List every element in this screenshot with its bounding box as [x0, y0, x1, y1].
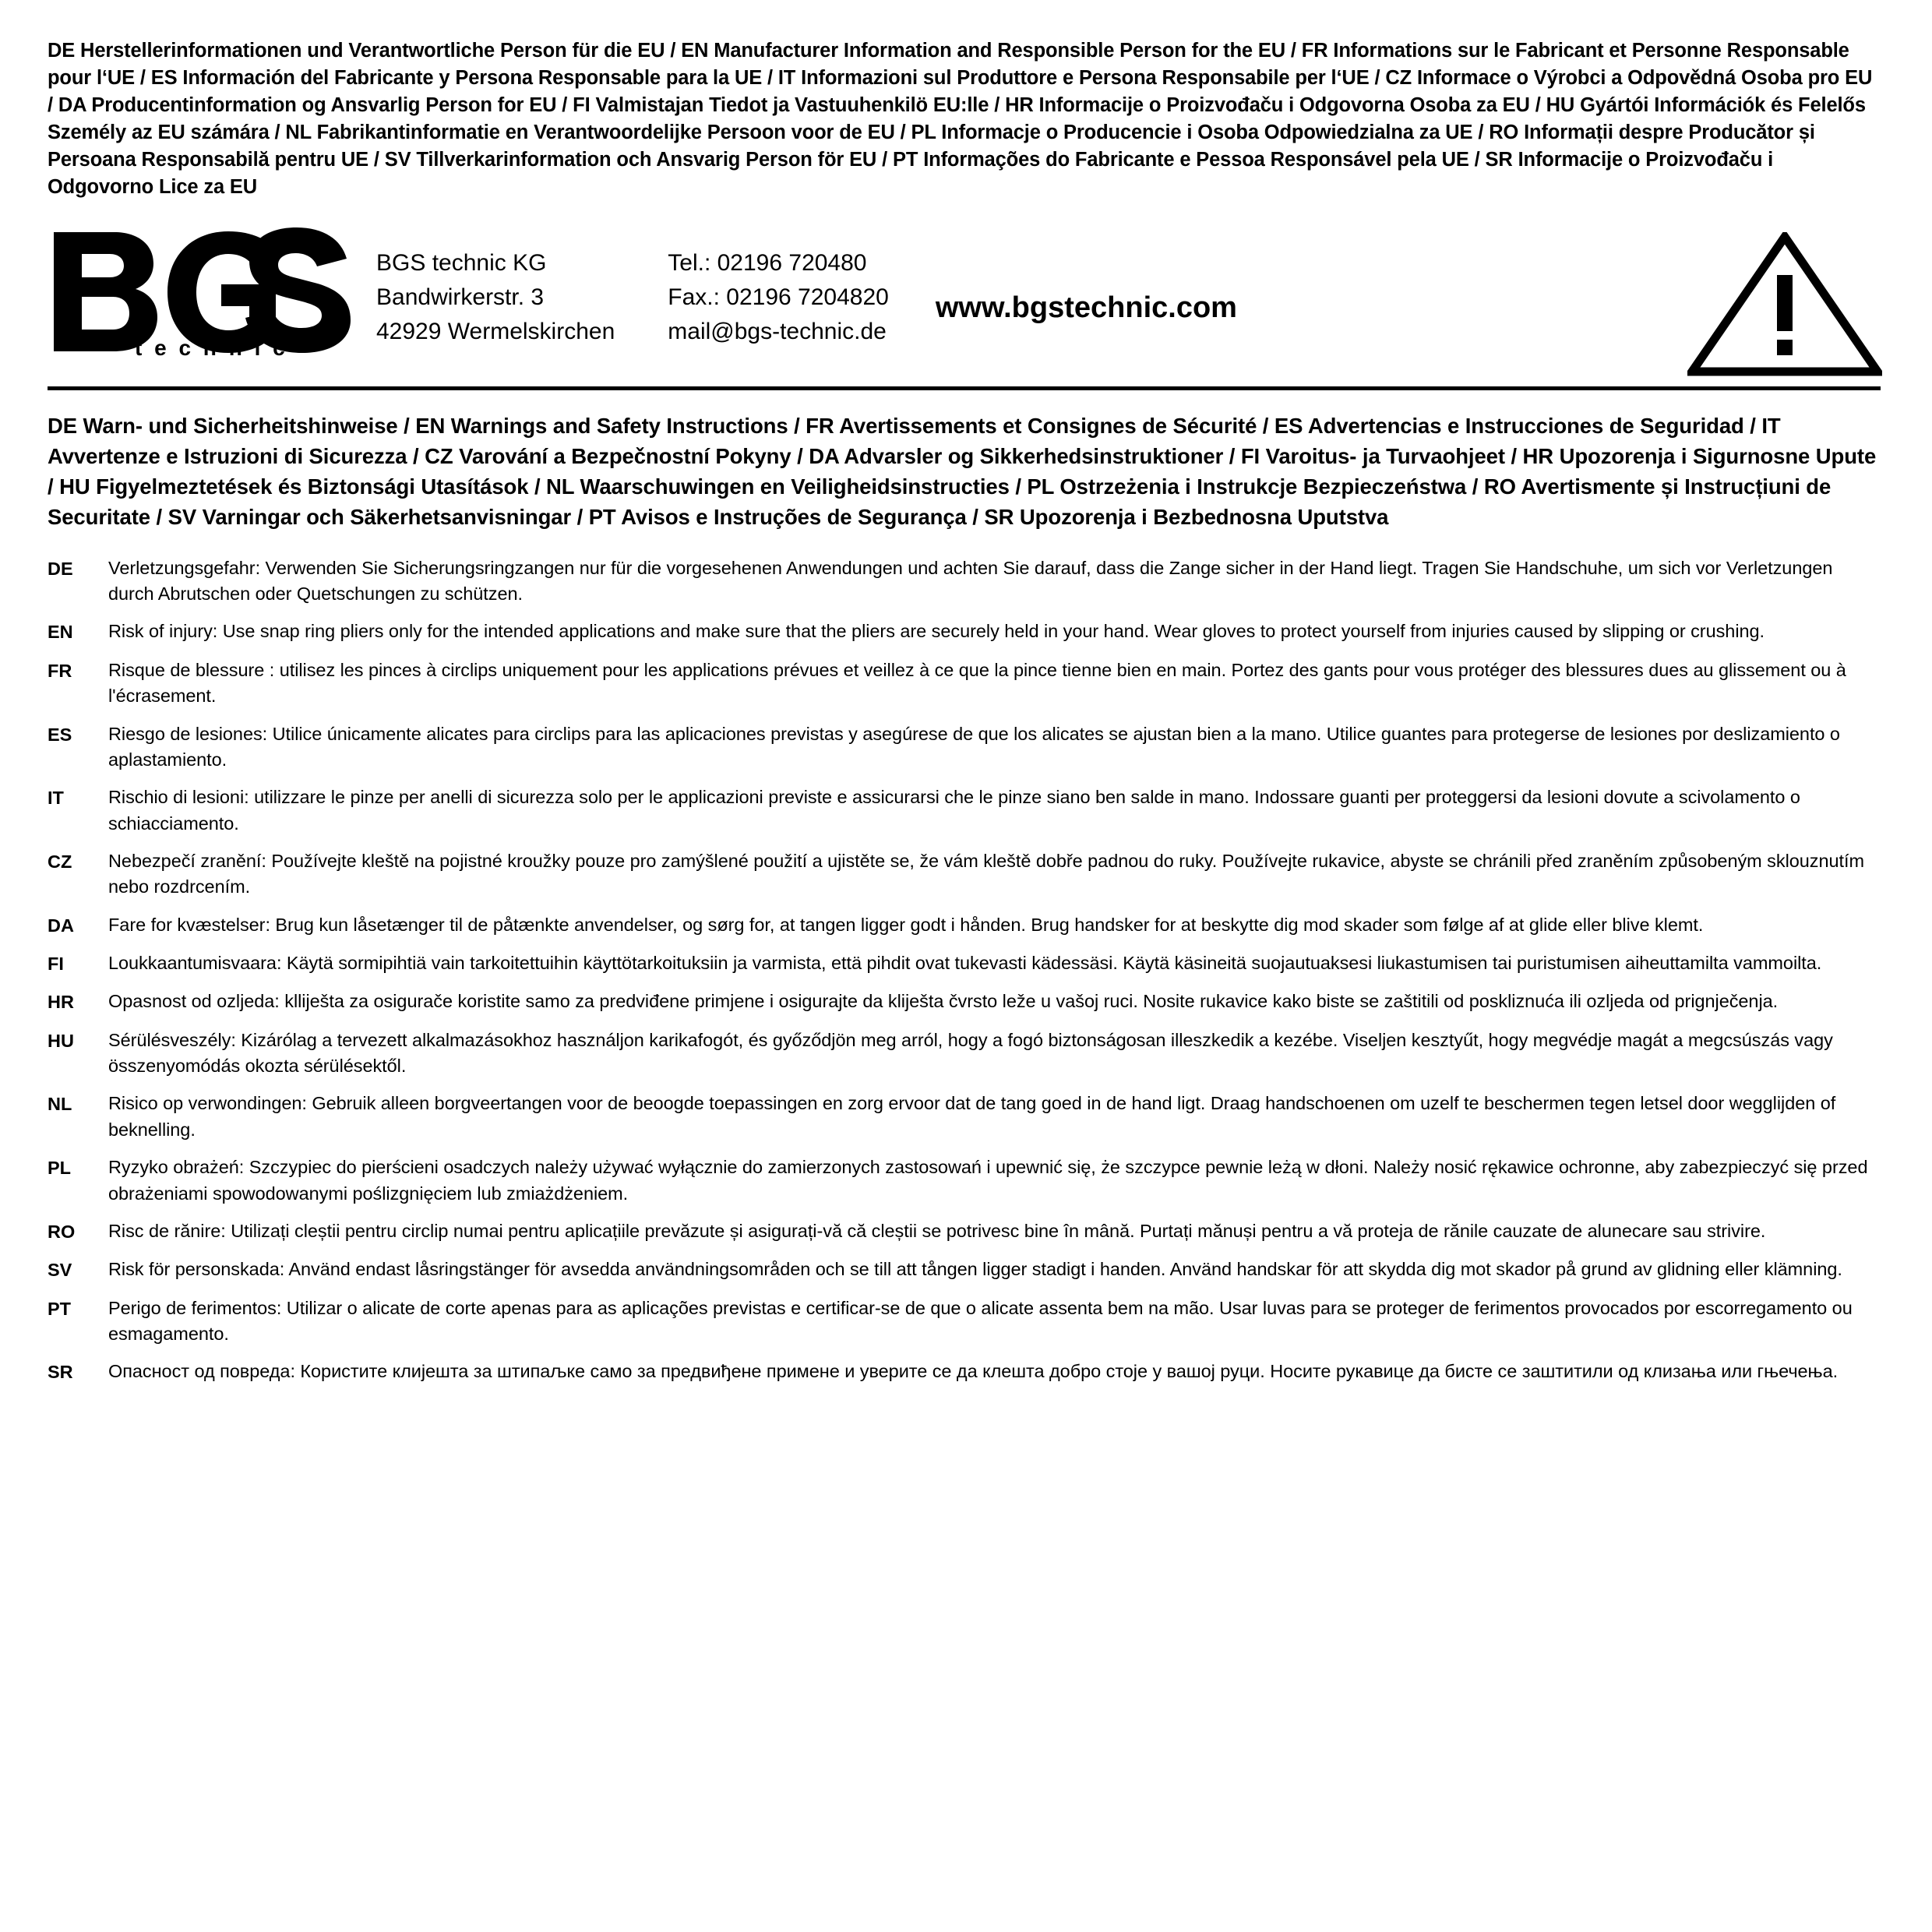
company-address	[376, 246, 615, 350]
language-code: HU	[48, 1030, 74, 1051]
language-code: PL	[48, 1158, 72, 1179]
instruction-text: Perigo de ferimentos: Utilizar o alicate de corte apenas para as aplicações previstas e certificar-se de que o alicate assenta bem na mão. Usar luvas para se proteger de ferimentos provocados por escorregamento ou esmagamento.	[108, 1297, 1853, 1344]
instruction-text: Risque de blessure : utilisez les pinces à circlips uniquement pour les applications prévues et veillez à ce que la pince tienne bien en main. Portez des gants pour vous protéger des blessures dues au glissement ou à l'écrasement.	[108, 659, 1846, 707]
warning-triangle-icon	[1687, 232, 1882, 380]
list-item	[48, 1296, 1881, 1348]
language-code: FI	[48, 954, 64, 975]
language-code: EN	[48, 622, 73, 643]
list-item	[48, 989, 1881, 1015]
list-item	[48, 658, 1881, 710]
company-street: Bandwirkerstr. 3	[376, 284, 545, 310]
instruction-text: Nebezpečí zranění: Používejte kleště na pojistné kroužky pouze pro zamýšlené použití a ujistěte se, že vám kleště dobře padnou do ruky. Používejte rukavice, abyste se chránili před zraněním způsobeným sklouznutím nebo rozdrcením.	[108, 850, 1864, 897]
language-code: PT	[48, 1298, 72, 1319]
list-item	[48, 721, 1881, 774]
list-item	[48, 1155, 1881, 1207]
company-fax: Fax.: 02196 7204820	[668, 284, 889, 310]
list-item	[48, 848, 1881, 901]
instruction-text: Risk för personskada: Använd endast låsringstänger för avsedda användningsområden och se till att tången ligger stadigt i handen. Använd handskar för att skydda dig mot skador på grund av glidning eller klämning.	[108, 1259, 1842, 1280]
list-item	[48, 912, 1881, 939]
logo-subtext: t e c h n i c	[135, 335, 288, 360]
language-code: FR	[48, 660, 72, 681]
list-item	[48, 1218, 1881, 1245]
list-item	[48, 950, 1881, 977]
instruction-text: Opasnost od ozljeda: klliješta za osigurače koristite samo za predviđene primjene i osigurajte da kliješta čvrsto leže u vašoj ruci. Nosite rukavice kako biste se zaštitili od poskliznuća ili ozljeda od prignječenja.	[108, 991, 1779, 1012]
language-code: NL	[48, 1094, 72, 1115]
instruction-text: Loukkaantumisvaara: Käytä sormipihtiä vain tarkoitettuihin käyttötarkoituksiin ja varmista, että pihdit ovat tukevasti kädessäsi. Käytä käsineitä suojautuaksesi liukastumisen tai puristumisen aiheuttamilta vammoilta.	[108, 953, 1822, 974]
header-divider	[48, 386, 1881, 390]
instruction-text: Sérülésveszély: Kizárólag a tervezett alkalmazásokhoz használjon karikafogót, és győződjön meg arról, hogy a fogó biztonságosan illeszkedik a kezébe. Viseljen kesztyűt, hogy megvédje magát a megcsúszás vagy összenyomódás okozta sérülésektől.	[108, 1029, 1833, 1077]
list-item	[48, 1257, 1881, 1283]
language-code: HR	[48, 992, 74, 1013]
instruction-text: Risc de rănire: Utilizați cleștii pentru circlip numai pentru aplicațiile prevăzute și asigurați-vă că cleștii se potrivesc bine în mână. Purtați mănuși pentru a vă proteja de rănile cauzate de alunecare sau strivire.	[108, 1220, 1766, 1241]
language-code: IT	[48, 788, 64, 809]
language-code: CZ	[48, 851, 72, 872]
language-code: SR	[48, 1362, 73, 1383]
language-code: SV	[48, 1260, 72, 1281]
company-website[interactable]: www.bgstechnic.com	[935, 291, 1237, 324]
manufacturer-info-heading: DE Herstellerinformationen und Verantwortliche Person für die EU / EN Manufacturer Information and Responsible Person for the EU / FR Informations sur le Fabricant et Personne Responsable pour l‘UE / ES Información del Fabricante y Persona Responsable para la UE / IT Informazioni sul Produttore e Persona Responsabile per l‘UE / CZ Informace o Výrobci a Odpovědná Osoba pro EU / DA Producentinformation og Ansvarlig Person for EU / FI Valmistajan Tiedot ja Vastuuhenkilö EU:lle / HR Informacije o Proizvođaču i Odgovorna Osoba za EU / HU Gyártói Információk és Felelős Személy az EU számára / NL Fabrikantinformatie en Verantwoordelijke Persoon voor de EU / PL Informacje o Producencie i Osoba Odpowiedzialna za UE / RO Informații despre Producător și Persoana Responsabilă pentru UE / SV Tillverkarinformation och Ansvarig Person för EU / PT Informações do Fabricante e Pessoa Responsável pela UE / SR Informacije o Proizvođaču i Odgovorno Lice za EU	[48, 40, 1873, 198]
bgs-logo	[48, 218, 359, 366]
registered-mark: ®	[244, 231, 259, 256]
language-code: DA	[48, 915, 74, 936]
instruction-list	[48, 555, 1881, 1386]
instruction-text: Опасност од повреда: Користите клијешта за штипаљке само за предвиђене примене и уверите се да клешта добро стоје у вашој руци. Носите рукавице да бисте се заштитили од клизања или гњечења.	[108, 1361, 1839, 1382]
list-item	[48, 1091, 1881, 1143]
instruction-text: Ryzyko obrażeń: Szczypiec do pierścieni osadczych należy używać wyłącznie do zamierzonych zastosowań i upewnić się, że szczypce pewnie leżą w dłoni. Należy nosić rękawice ochronne, aby zabezpieczyć się przed obrażeniami spowodowanymi poślizgnięciem lub zmiażdżeniem.	[108, 1157, 1868, 1204]
language-code: RO	[48, 1221, 76, 1242]
language-code: DE	[48, 558, 73, 579]
company-name: BGS technic KG	[376, 249, 547, 276]
instruction-text: Fare for kvæstelser: Brug kun låsetænger til de påtænkte anvendelser, og sørg for, at tangen ligger godt i hånden. Brug handsker for at beskytte dig mod skader som følge af at glide eller blive klemt.	[108, 914, 1704, 935]
instruction-text: Risk of injury: Use snap ring pliers only for the intended applications and make sure that the pliers are securely held in your hand. Wear gloves to protect yourself from injuries caused by slipping or crushing.	[108, 621, 1765, 642]
list-item	[48, 784, 1881, 837]
company-header	[43, 218, 1885, 382]
list-item	[48, 1028, 1881, 1080]
instruction-text: Risico op verwondingen: Gebruik alleen borgveertangen voor de beoogde toepassingen en zorg ervoor dat de tang goed in de hand ligt. Draag handschoenen om uzelf te beschermen tegen letsel door wegglijden of beknelling.	[108, 1093, 1836, 1140]
company-tel: Tel.: 02196 720480	[668, 249, 867, 276]
company-city: 42929 Wermelskirchen	[376, 319, 615, 345]
instruction-text: Verletzungsgefahr: Verwenden Sie Sicherungsringzangen nur für die vorgesehenen Anwendungen und achten Sie darauf, dass die Zange sicher in der Hand liegt. Tragen Sie Handschuhe, um sich vor Verletzungen durch Abrutschen oder Quetschungen zu schützen.	[108, 557, 1833, 605]
list-item	[48, 619, 1881, 645]
instruction-text: Rischio di lesioni: utilizzare le pinze per anelli di sicurezza solo per le applicazioni previste e assicurarsi che le pinze siano ben salde in mano. Indossare guanti per proteggersi da lesioni dovute a scivolamento o schiacciamento.	[108, 787, 1800, 834]
safety-instructions-heading: DE Warn- und Sicherheitshinweise / EN Warnings and Safety Instructions / FR Avertissements et Consignes de Sécurité / ES Advertencias e Instrucciones de Seguridad / IT Avvertenze e Istruzioni di Sicurezza / CZ Varování a Bezpečnostní Pokyny / DA Advarsler og Sikkerhedsinstruktioner / FI Varoitus- ja Turvaohjeet / HR Upozorenja i Sigurnosne Upute / HU Figyelmeztetések és Biztonsági Utasítások / NL Waarschuwingen en Veiligheidsinstructies / PL Ostrzeżenia i Instrukcje Bezpieczeństwa / RO Avertismente și Instrucțiuni de Securitate / SV Varningar och Säkerhetsanvisningar / PT Avisos e Instruções de Segurança / SR Upozorenja i Bezbednosna Uputstva	[48, 413, 1877, 529]
company-contact	[668, 246, 889, 350]
instruction-text: Riesgo de lesiones: Utilice únicamente alicates para circlips para las aplicaciones previstas y asegúrese de que los alicates se ajustan bien a la mano. Utilice guantes para protegerse de lesiones por deslizamiento o aplastamiento.	[108, 723, 1840, 770]
language-code: ES	[48, 724, 72, 745]
list-item	[48, 1359, 1881, 1385]
company-email[interactable]: mail@bgs-technic.de	[668, 319, 887, 345]
list-item	[48, 555, 1881, 608]
